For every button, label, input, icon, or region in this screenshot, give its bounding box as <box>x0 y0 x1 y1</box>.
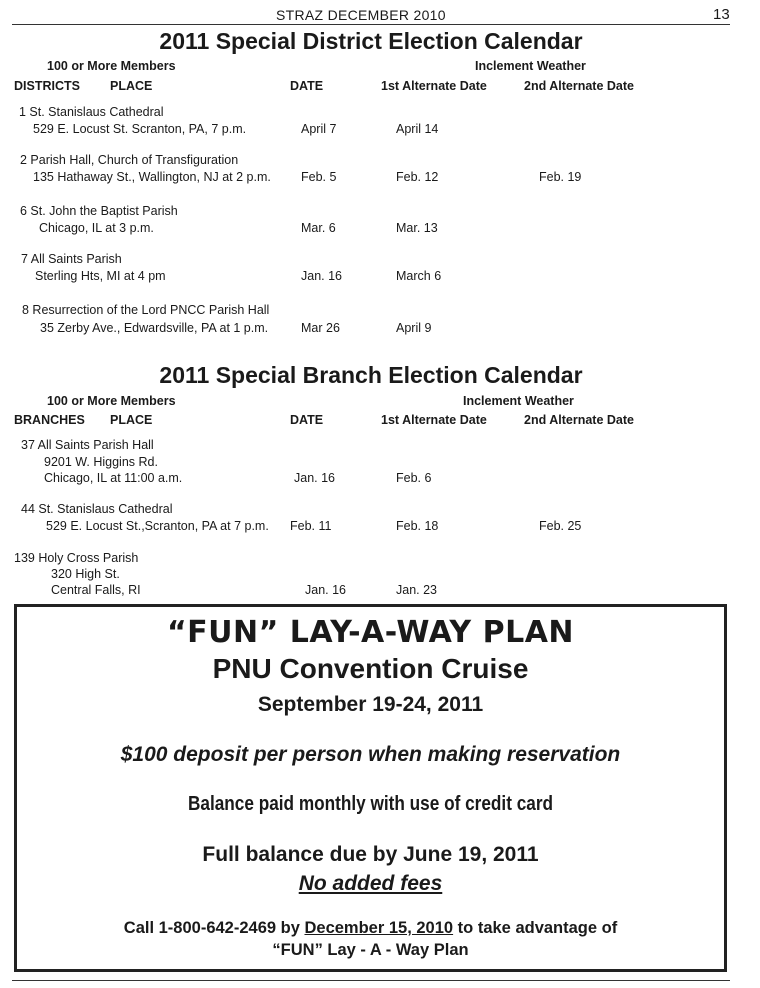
branch-alt1: Feb. 6 <box>396 471 432 485</box>
district-alt1: April 9 <box>396 321 432 335</box>
col-place: PLACE <box>110 79 153 93</box>
branch-name: 44 St. Stanislaus Cathedral <box>21 502 173 516</box>
district-date: Feb. 5 <box>301 170 337 184</box>
district-name: 1 St. Stanislaus Cathedral <box>19 105 164 119</box>
ad-call-suffix: to take advantage of <box>453 919 618 937</box>
branch-alt1: Jan. 23 <box>396 583 438 597</box>
col-date: DATE <box>290 413 324 427</box>
district-name: 7 All Saints Parish <box>21 252 122 266</box>
district-calendar-title: 2011 Special District Election Calendar <box>159 28 583 54</box>
header-rule <box>12 24 730 25</box>
district-date: Jan. 16 <box>301 269 343 283</box>
running-header: STRAZ DECEMBER 2010 <box>276 7 446 23</box>
col-alt1: 1st Alternate Date <box>381 413 487 427</box>
branch-city: Central Falls, RI <box>51 583 141 597</box>
branch-name: 139 Holy Cross Parish <box>14 551 139 565</box>
ad-call-date: December 15, 2010 <box>304 919 454 937</box>
branch-calendar-title: 2011 Special Branch Election Calendar <box>159 362 583 388</box>
ad-call-line <box>17 919 724 938</box>
branch-name: 37 All Saints Parish Hall <box>21 438 154 452</box>
ad-headline: “FUN” LAY-A-WAY PLAN <box>166 615 575 650</box>
branch-city: Chicago, IL at 11:00 a.m. <box>44 471 183 485</box>
district-alt1: March 6 <box>396 269 442 283</box>
ad-subhead: PNU Convention Cruise <box>212 653 529 684</box>
branch-street: 320 High St. <box>51 567 120 581</box>
branch-date: Jan. 16 <box>305 583 347 597</box>
branch-alt1: Feb. 18 <box>396 519 439 533</box>
col-alt2: 2nd Alternate Date <box>524 79 634 93</box>
branch-street: 9201 W. Higgins Rd. <box>44 455 158 469</box>
ad-no-fees: No added fees <box>298 872 443 895</box>
district-name: 8 Resurrection of the Lord PNCC Parish Hall <box>22 303 270 317</box>
district-members-note: 100 or More Members <box>47 59 176 73</box>
ad-plan-line: “FUN” Lay - A - Way Plan <box>272 941 469 959</box>
col-alt2: 2nd Alternate Date <box>524 413 634 427</box>
district-name: 6 St. John the Baptist Parish <box>20 204 178 218</box>
district-date: April 7 <box>301 122 337 136</box>
district-weather-note: Inclement Weather <box>475 59 586 73</box>
district-date: Mar 26 <box>301 321 340 335</box>
branch-members-note: 100 or More Members <box>47 394 176 408</box>
col-districts: DISTRICTS <box>14 79 80 93</box>
branch-date: Jan. 16 <box>294 471 336 485</box>
district-address: 35 Zerby Ave., Edwardsville, PA at 1 p.m. <box>40 321 269 335</box>
ad-deposit: $100 deposit per person when making reservation <box>120 743 621 766</box>
col-date: DATE <box>290 79 324 93</box>
district-alt1: April 14 <box>396 122 439 136</box>
branch-address: 529 E. Locust St.,Scranton, PA at 7 p.m. <box>46 519 269 533</box>
district-alt2: Feb. 19 <box>539 170 582 184</box>
footer-rule <box>12 980 730 981</box>
district-address: Sterling Hts, MI at 4 pm <box>35 269 166 283</box>
district-date: Mar. 6 <box>301 221 336 235</box>
branch-date: Feb. 11 <box>290 519 332 533</box>
district-alt1: Feb. 12 <box>396 170 439 184</box>
col-alt1: 1st Alternate Date <box>381 79 487 93</box>
col-place: PLACE <box>110 413 153 427</box>
ad-call-prefix: Call 1-800-642-2469 by <box>123 919 305 937</box>
branch-weather-note: Inclement Weather <box>463 394 574 408</box>
district-address: 135 Hathaway St., Wallington, NJ at 2 p.m. <box>33 170 271 184</box>
branch-alt2: Feb. 25 <box>539 519 582 533</box>
district-alt1: Mar. 13 <box>396 221 438 235</box>
page-number: 13 <box>713 6 730 23</box>
ad-balance: Balance paid monthly with use of credit card <box>187 793 554 815</box>
col-branches: BRANCHES <box>14 413 85 427</box>
ad-dates: September 19-24, 2011 <box>257 693 484 716</box>
layaway-plan-ad <box>14 604 727 972</box>
ad-full-balance: Full balance due by June 19, 2011 <box>202 843 539 866</box>
district-address: Chicago, IL at 3 p.m. <box>39 221 154 235</box>
district-name: 2 Parish Hall, Church of Transfiguration <box>20 153 239 167</box>
district-address: 529 E. Locust St. Scranton, PA, 7 p.m. <box>33 122 247 136</box>
